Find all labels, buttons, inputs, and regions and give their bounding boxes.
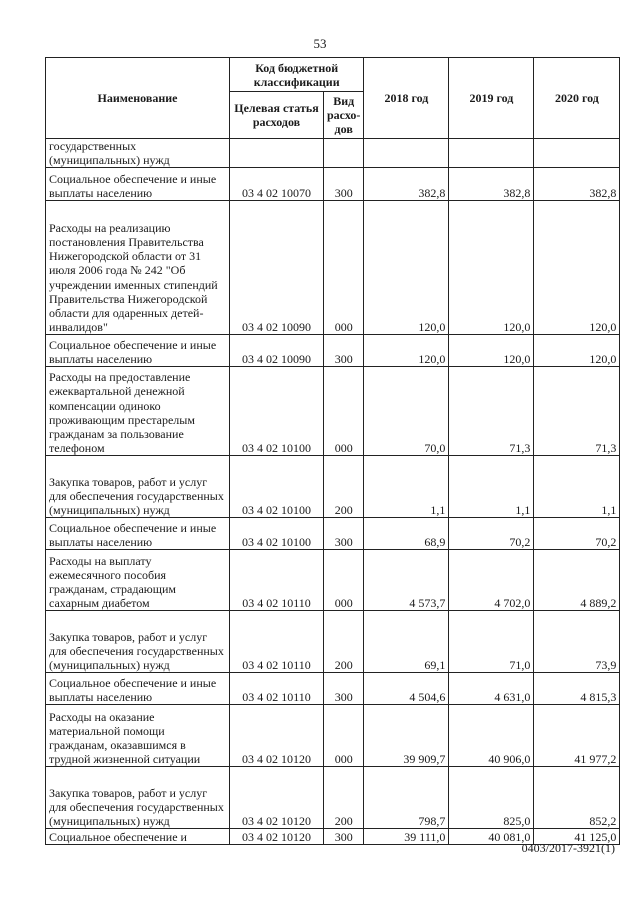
row-amount-2019: 382,8 xyxy=(449,168,534,201)
header-year-2018: 2018 год xyxy=(364,58,449,139)
row-amount-2018: 4 573,7 xyxy=(364,550,449,611)
row-type-code: 000 xyxy=(324,201,364,335)
row-type-code: 000 xyxy=(324,367,364,456)
budget-table xyxy=(45,57,620,845)
row-name: Закупка товаров, работ и услуг для обеспечения государственных (муниципальных) нужд xyxy=(46,767,230,829)
row-target-code: 03 4 02 10120 xyxy=(230,829,324,845)
row-amount-2020: 120,0 xyxy=(534,335,620,367)
row-amount-2019: 120,0 xyxy=(449,201,534,335)
table-row xyxy=(46,139,620,168)
header-name: Наименование xyxy=(46,58,230,139)
row-target-code xyxy=(230,139,324,168)
table-row xyxy=(46,168,620,201)
row-amount-2020: 71,3 xyxy=(534,367,620,456)
row-amount-2020 xyxy=(534,139,620,168)
row-amount-2020: 41 977,2 xyxy=(534,705,620,767)
document-code: 0403/2017-3921(1) xyxy=(521,841,615,855)
table-row xyxy=(46,335,620,367)
row-target-code: 03 4 02 10100 xyxy=(230,518,324,550)
row-amount-2018: 4 504,6 xyxy=(364,673,449,705)
row-target-code: 03 4 02 10110 xyxy=(230,550,324,611)
table-row xyxy=(46,367,620,456)
row-amount-2020: 4 889,2 xyxy=(534,550,620,611)
row-amount-2018: 39 111,0 xyxy=(364,829,449,845)
table-row xyxy=(46,518,620,550)
table-row xyxy=(46,550,620,611)
row-name: Расходы на реализацию постановления Правительства Нижегородской области от 31 июля 2006 года № 242 "Об учреждении именных стипендий Правительства Нижегородской области для одаренных детей-инвалидов" xyxy=(46,201,230,335)
row-name: Закупка товаров, работ и услуг для обеспечения государственных (муниципальных) нужд xyxy=(46,456,230,518)
row-amount-2019: 825,0 xyxy=(449,767,534,829)
row-amount-2019: 4 631,0 xyxy=(449,673,534,705)
header-type: Вид расхо-дов xyxy=(324,92,364,139)
header-year-2020: 2020 год xyxy=(534,58,620,139)
row-amount-2020: 382,8 xyxy=(534,168,620,201)
header-year-2019: 2019 год xyxy=(449,58,534,139)
row-amount-2018: 68,9 xyxy=(364,518,449,550)
row-type-code: 200 xyxy=(324,611,364,673)
row-amount-2019: 1,1 xyxy=(449,456,534,518)
row-amount-2018: 120,0 xyxy=(364,201,449,335)
row-target-code: 03 4 02 10110 xyxy=(230,611,324,673)
row-amount-2020: 120,0 xyxy=(534,201,620,335)
row-target-code: 03 4 02 10120 xyxy=(230,705,324,767)
row-target-code: 03 4 02 10090 xyxy=(230,201,324,335)
row-target-code: 03 4 02 10120 xyxy=(230,767,324,829)
row-amount-2018: 1,1 xyxy=(364,456,449,518)
row-type-code: 300 xyxy=(324,168,364,201)
row-name: государственных (муниципальных) нужд xyxy=(46,139,230,168)
row-amount-2018: 120,0 xyxy=(364,335,449,367)
row-name: Расходы на выплату ежемесячного пособия гражданам, страдающим сахарным диабетом xyxy=(46,550,230,611)
row-name: Социальное обеспечение и xyxy=(46,829,230,845)
row-target-code: 03 4 02 10070 xyxy=(230,168,324,201)
row-name: Закупка товаров, работ и услуг для обеспечения государственных (муниципальных) нужд xyxy=(46,611,230,673)
row-name: Социальное обеспечение и иные выплаты населению xyxy=(46,518,230,550)
row-type-code: 300 xyxy=(324,335,364,367)
row-amount-2018: 798,7 xyxy=(364,767,449,829)
row-amount-2018: 39 909,7 xyxy=(364,705,449,767)
row-amount-2020: 41 125,0 xyxy=(534,829,620,845)
row-target-code: 03 4 02 10090 xyxy=(230,335,324,367)
table-row xyxy=(46,673,620,705)
row-amount-2019: 71,0 xyxy=(449,611,534,673)
table-row xyxy=(46,456,620,518)
row-amount-2019: 40 906,0 xyxy=(449,705,534,767)
row-name: Расходы на предоставление ежеквартальной денежной компенсации одиноко проживающим престарелым гражданам за пользование телефоном xyxy=(46,367,230,456)
row-target-code: 03 4 02 10100 xyxy=(230,367,324,456)
row-amount-2018: 69,1 xyxy=(364,611,449,673)
row-type-code: 000 xyxy=(324,550,364,611)
row-amount-2019: 40 081,0 xyxy=(449,829,534,845)
row-amount-2018: 382,8 xyxy=(364,168,449,201)
row-name: Социальное обеспечение и иные выплаты населению xyxy=(46,335,230,367)
header-code-group: Код бюджетной классификации xyxy=(230,58,364,92)
row-amount-2019: 4 702,0 xyxy=(449,550,534,611)
row-amount-2020: 852,2 xyxy=(534,767,620,829)
row-type-code: 300 xyxy=(324,829,364,845)
row-amount-2020: 4 815,3 xyxy=(534,673,620,705)
table-row xyxy=(46,705,620,767)
row-amount-2019: 70,2 xyxy=(449,518,534,550)
row-type-code: 200 xyxy=(324,456,364,518)
row-name: Социальное обеспечение и иные выплаты населению xyxy=(46,673,230,705)
row-type-code: 300 xyxy=(324,518,364,550)
row-amount-2019 xyxy=(449,139,534,168)
row-type-code: 200 xyxy=(324,767,364,829)
row-amount-2019: 71,3 xyxy=(449,367,534,456)
row-amount-2018: 70,0 xyxy=(364,367,449,456)
row-target-code: 03 4 02 10110 xyxy=(230,673,324,705)
row-type-code: 000 xyxy=(324,705,364,767)
table-row xyxy=(46,767,620,829)
row-name: Расходы на оказание материальной помощи гражданам, оказавшимся в трудной жизненной ситуации xyxy=(46,705,230,767)
row-amount-2020: 70,2 xyxy=(534,518,620,550)
page-number: 53 xyxy=(313,36,327,51)
row-amount-2020: 1,1 xyxy=(534,456,620,518)
row-amount-2020: 73,9 xyxy=(534,611,620,673)
row-type-code: 300 xyxy=(324,673,364,705)
table-row xyxy=(46,201,620,335)
row-type-code xyxy=(324,139,364,168)
row-amount-2018 xyxy=(364,139,449,168)
header-target: Целевая статья расходов xyxy=(230,92,324,139)
row-amount-2019: 120,0 xyxy=(449,335,534,367)
row-name: Социальное обеспечение и иные выплаты населению xyxy=(46,168,230,201)
row-target-code: 03 4 02 10100 xyxy=(230,456,324,518)
table-row xyxy=(46,611,620,673)
